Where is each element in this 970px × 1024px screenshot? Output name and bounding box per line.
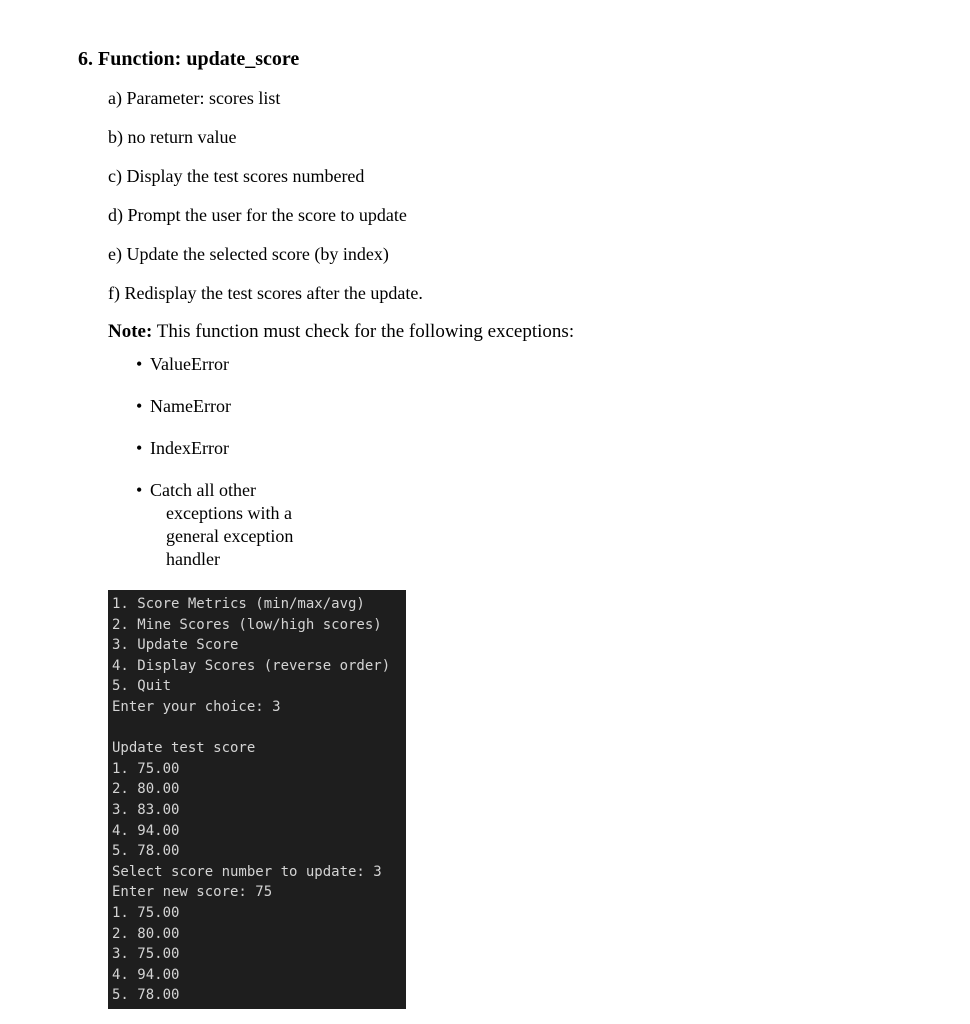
exception-item <box>136 352 231 394</box>
terminal-line: 5. Quit <box>112 678 172 695</box>
general-exception-rest: exceptions with a general exception handler <box>166 503 294 569</box>
terminal-line: 4. 94.00 <box>112 822 180 839</box>
section-heading: 6. Function: update_score <box>78 48 300 70</box>
terminal-line: 2. 80.00 <box>112 781 180 798</box>
note-paragraph <box>108 320 574 344</box>
terminal-line: 2. Mine Scores (low/high scores) <box>112 616 382 633</box>
requirement-item: e) Update the selected score (by index) <box>108 244 389 264</box>
bullet-icon: • <box>136 354 143 374</box>
exception-name: ValueError <box>150 354 229 374</box>
terminal-output <box>108 590 406 1009</box>
requirement-item: d) Prompt the user for the score to update <box>108 205 407 225</box>
exception-item <box>136 394 231 436</box>
requirements-list <box>108 86 423 320</box>
terminal-line: Enter your choice: 3 <box>112 698 281 715</box>
general-exception-item <box>136 479 326 571</box>
terminal-line <box>112 718 406 739</box>
exception-name: NameError <box>150 396 231 416</box>
bullet-icon: • <box>136 438 143 458</box>
requirement-item: f) Redisplay the test scores after the update. <box>108 283 423 303</box>
exception-name: IndexError <box>150 438 229 458</box>
exception-item <box>136 436 231 478</box>
bullet-icon: • <box>136 396 143 416</box>
terminal-line: Select score number to update: 3 <box>112 863 382 880</box>
exceptions-list <box>136 352 231 478</box>
terminal-line: 3. 75.00 <box>112 946 180 963</box>
requirement-item: b) no return value <box>108 127 237 147</box>
terminal-line: 1. Score Metrics (min/max/avg) <box>112 596 365 612</box>
terminal-line: 3. Update Score <box>112 637 239 654</box>
note-label: Note: <box>108 321 153 342</box>
note-text: This function must check for the following exceptions: <box>152 321 575 342</box>
terminal-line: Update test score <box>112 740 256 757</box>
terminal-line: 1. 75.00 <box>112 760 180 777</box>
terminal-line: Enter new score: 75 <box>112 884 273 901</box>
terminal-line: 4. Display Scores (reverse order) <box>112 657 391 674</box>
terminal-line: 3. 83.00 <box>112 801 180 818</box>
terminal-line: 1. 75.00 <box>112 904 180 921</box>
requirement-item: c) Display the test scores numbered <box>108 166 365 186</box>
bullet-icon: • <box>136 480 143 500</box>
terminal-line: 5. 78.00 <box>112 843 180 860</box>
terminal-line: 5. 78.00 <box>112 987 180 1004</box>
terminal-line: 2. 80.00 <box>112 925 180 942</box>
requirement-item: a) Parameter: scores list <box>108 88 281 108</box>
general-exception-first: Catch all other <box>150 480 256 500</box>
terminal-line: 4. 94.00 <box>112 966 180 983</box>
